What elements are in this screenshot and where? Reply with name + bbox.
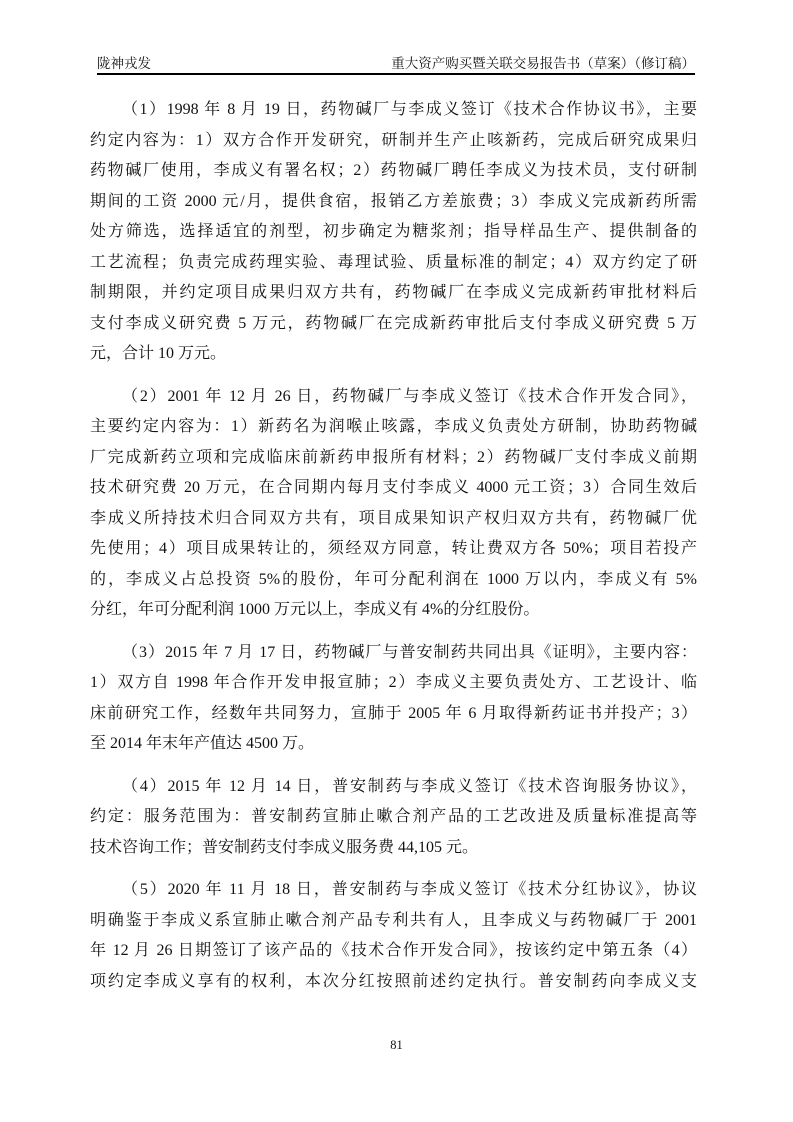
page-footer <box>0 1038 793 1053</box>
paragraph-line: 明确鉴于李成义系宣肺止嗽合剂产品专利共有人，且李成义与药物碱厂于 2001 <box>90 911 697 929</box>
paragraph-line: （4）2015 年 12 月 14 日，普安制药与李成义签订《技术咨询服务协议》， <box>122 777 697 795</box>
header-left-title: 陇神戎发 <box>97 56 151 71</box>
page-header <box>0 0 793 72</box>
paragraph-line: 至 2014 年末年产值达 4500 万。 <box>90 735 315 752</box>
paragraph-line: 分红，年可分配利润 1000 万元以上，李成义有 4%的分红股份。 <box>90 601 540 618</box>
paragraph-line: 李成义所持技术归合同双方共有，项目成果知识产权归双方共有，药物碱厂优 <box>90 509 697 527</box>
paragraph-line: 约定内容为：1）双方合作开发研究，研制并生产止咳新药，完成后研究成果归 <box>90 131 697 149</box>
paragraph-line: （3）2015 年 7 月 17 日，药物碱厂与普安制药共同出具《证明》，主要内容： <box>122 643 697 661</box>
paragraph-line: 年 12 月 26 日期签订了该产品的《技术合作开发合同》，按该约定中第五条（4） <box>90 942 697 959</box>
paragraph-line: 处方筛选，选择适宜的剂型，初步确定为糖浆剂；指导样品生产、提供制备的 <box>90 223 697 240</box>
paragraph-line: 支付李成义研究费 5 万元，药物碱厂在完成新药审批后支付李成义研究费 5 万 <box>90 314 697 332</box>
paragraph-line: 工艺流程；负责完成药理实验、毒理试验、质量标准的制定；4）双方约定了研 <box>90 253 697 271</box>
paragraph-line: （5）2020 年 11 月 18 日，普安制药与李成义签订《技术分红协议》，协议 <box>122 881 697 898</box>
paragraph-line: 的，李成义占总投资 5%的股份，年可分配利润在 1000 万以内，李成义有 5% <box>90 570 697 588</box>
paragraph-line: 1）双方自 1998 年合作开发申报宣肺；2）李成义主要负责处方、工艺设计、临 <box>90 674 697 691</box>
paragraph-line: 约定：服务范围为：普安制药宣肺止嗽合剂产品的工艺改进及质量标准提高等 <box>90 808 697 825</box>
paragraph <box>90 772 697 864</box>
paragraph-line: 期间的工资 2000 元/月，提供食宿，报销乙方差旅费；3）李成义完成新药所需 <box>90 192 697 210</box>
paragraph <box>90 638 697 760</box>
header-right-title: 重大资产购买暨关联交易报告书（草案）（修订稿） <box>391 56 695 71</box>
page-number: 81 <box>390 1038 403 1052</box>
paragraph-line: 项约定李成义享有的权利，本次分红按照前述约定执行。普安制药向李成义支 <box>90 972 697 990</box>
paragraph-line: 药物碱厂使用，李成义有署名权；2）药物碱厂聘任李成义为技术员，支付研制 <box>90 162 697 179</box>
paragraph <box>90 95 697 370</box>
paragraph-line: （2）2001 年 12 月 26 日，药物碱厂与李成义签订《技术合作开发合同》， <box>122 387 697 405</box>
paragraph-line: 主要约定内容为：1）新药名为润喉止咳露，李成义负责处方研制，协助药物碱 <box>90 418 697 435</box>
document-body <box>0 75 793 997</box>
paragraph-line: （1）1998 年 8 月 19 日，药物碱厂与李成义签订《技术合作协议书》，主要 <box>122 101 697 118</box>
paragraph-line: 技术研究费 20 万元，在合同期内每月支付李成义 4000 元工资；3）合同生效后 <box>90 479 697 496</box>
paragraph-line: 制期限，并约定项目成果归双方共有，药物碱厂在李成义完成新药审批材料后 <box>90 284 697 301</box>
paragraph-line: 技术咨询工作；普安制药支付李成义服务费 44,105 元。 <box>90 838 479 856</box>
paragraph-line: 先使用；4）项目成果转让的，须经双方同意，转让费双方各 50%；项目若投产 <box>90 540 697 557</box>
paragraph-line: 元，合计 10 万元。 <box>90 345 227 362</box>
paragraph-line: 床前研究工作，经数年共同努力，宣肺于 2005 年 6 月取得新药证书并投产；3） <box>90 704 697 722</box>
paragraph <box>90 382 697 626</box>
paragraph-line: 厂完成新药立项和完成临床前新药申报所有材料；2）药物碱厂支付李成义前期 <box>90 448 697 466</box>
paragraph <box>90 875 697 997</box>
